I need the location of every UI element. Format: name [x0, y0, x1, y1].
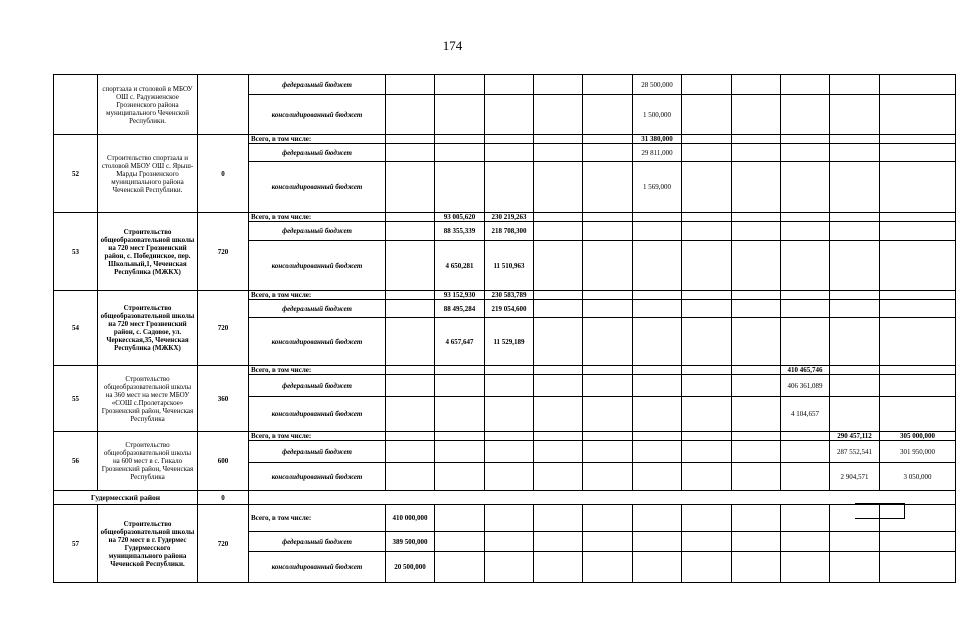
value-cell: 230 219,263	[485, 213, 534, 222]
object-name: Строительство общеобразовательной школы на 600 мест в с. Гикало Грозненский район, Чеченская Республика	[98, 432, 198, 491]
table-row	[54, 75, 956, 95]
table-row	[54, 366, 956, 375]
value-cell: 410 000,000	[386, 505, 435, 532]
source-consolidated: консолидированный бюджет	[249, 318, 386, 366]
value-cell: 406 361,089	[781, 375, 830, 397]
source-federal: федеральный бюджет	[249, 144, 386, 162]
table-row	[54, 505, 956, 532]
table-row	[54, 213, 956, 222]
capacity: 360	[198, 366, 249, 432]
source-consolidated: консолидированный бюджет	[249, 552, 386, 583]
value-cell: 31 380,000	[633, 135, 682, 144]
value-cell: 93 005,620	[435, 213, 485, 222]
value-cell: 93 152,930	[435, 291, 485, 300]
capacity: 720	[198, 505, 249, 583]
value-cell: 4 104,657	[781, 397, 830, 432]
district-value: 0	[198, 491, 249, 505]
source-total: Всего, в том числе:	[249, 135, 386, 144]
row-number: 56	[54, 432, 98, 491]
value-cell: 218 708,300	[485, 222, 534, 241]
table-row	[54, 432, 956, 441]
source-federal: федеральный бюджет	[249, 441, 386, 463]
district-name: Гудермесский район	[54, 491, 198, 505]
value-cell: 20 500,000	[386, 552, 435, 583]
source-total: Всего, в том числе:	[249, 505, 386, 532]
value-cell: 3 050,000	[880, 463, 956, 491]
district-row-overflow	[855, 503, 905, 519]
row-number-cell	[54, 75, 98, 135]
value-cell: 1 569,000	[633, 162, 682, 213]
row-number: 52	[54, 135, 98, 213]
object-name: Строительство общеобразовательной школы на 720 мест Грозненский район, с. Побединское, пер. Школьный,1, Чеченская Республика (МЖКХ)	[98, 213, 198, 291]
value-cell: 230 583,789	[485, 291, 534, 300]
source-consolidated: консолидированный бюджет	[249, 241, 386, 291]
source-federal: федеральный бюджет	[249, 75, 386, 95]
source-federal: федеральный бюджет	[249, 532, 386, 552]
capacity-cell	[198, 75, 249, 135]
source-federal: федеральный бюджет	[249, 300, 386, 318]
value-cell: 287 552,541	[830, 441, 880, 463]
value-cell: 305 000,000	[880, 432, 956, 441]
value-cell: 1 500,000	[633, 95, 682, 135]
source-total: Всего, в том числе:	[249, 366, 386, 375]
value-cell: 219 054,600	[485, 300, 534, 318]
value-cell: 4 650,281	[435, 241, 485, 291]
value-cell: 389 500,000	[386, 532, 435, 552]
object-name: Строительство спортзала и столовой МБОУ ОШ с. Ярыш-Марды Грозненского муниципального района Чеченской Республики.	[98, 135, 198, 213]
value-cell: 29 811,000	[633, 144, 682, 162]
source-consolidated: консолидированный бюджет	[249, 397, 386, 432]
source-federal: федеральный бюджет	[249, 222, 386, 241]
table-row	[54, 135, 956, 144]
budget-table	[53, 74, 956, 583]
source-consolidated: консолидированный бюджет	[249, 162, 386, 213]
object-name: Строительство общеобразовательной школы на 360 мест на месте МБОУ «СОШ с.Пролетарское» Грозненский район, Чеченская Республика	[98, 366, 198, 432]
source-total: Всего, в том числе:	[249, 213, 386, 222]
value-cell: 301 950,000	[880, 441, 956, 463]
object-name: Строительство общеобразовательной школы на 720 мест Грозненский район, с. Садовое, ул. Черкесская,35, Чеченская Республика (МЖКХ)	[98, 291, 198, 366]
row-number: 55	[54, 366, 98, 432]
source-total: Всего, в том числе:	[249, 291, 386, 300]
value-cell: 4 657,647	[435, 318, 485, 366]
value-cell: 11 529,189	[485, 318, 534, 366]
capacity: 600	[198, 432, 249, 491]
value-cell: 88 495,284	[435, 300, 485, 318]
source-total: Всего, в том числе:	[249, 432, 386, 441]
value-cell: 11 510,963	[485, 241, 534, 291]
page-number: 174	[442, 38, 463, 53]
value-cell: 290 457,112	[830, 432, 880, 441]
source-consolidated: консолидированный бюджет	[249, 95, 386, 135]
value-cell: 28 500,000	[633, 75, 682, 95]
value-cell: 2 904,571	[830, 463, 880, 491]
table-row	[54, 291, 956, 300]
object-name: спортзала и столовой в МБОУ ОШ с. Радужненское Грозненского района муниципального Чеченской Республики.	[98, 75, 198, 135]
row-number: 53	[54, 213, 98, 291]
object-name: Строительство общеобразовательной школы на 720 мест в г. Гудермес Гудермесского муниципального района Чеченской Республики.	[98, 505, 198, 583]
source-consolidated: консолидированный бюджет	[249, 463, 386, 491]
capacity: 720	[198, 213, 249, 291]
row-number: 57	[54, 505, 98, 583]
row-number: 54	[54, 291, 98, 366]
source-federal: федеральный бюджет	[249, 375, 386, 397]
value-cell: 88 355,339	[435, 222, 485, 241]
capacity: 720	[198, 291, 249, 366]
district-row	[54, 491, 956, 505]
capacity: 0	[198, 135, 249, 213]
value-cell: 410 465,746	[781, 366, 830, 375]
